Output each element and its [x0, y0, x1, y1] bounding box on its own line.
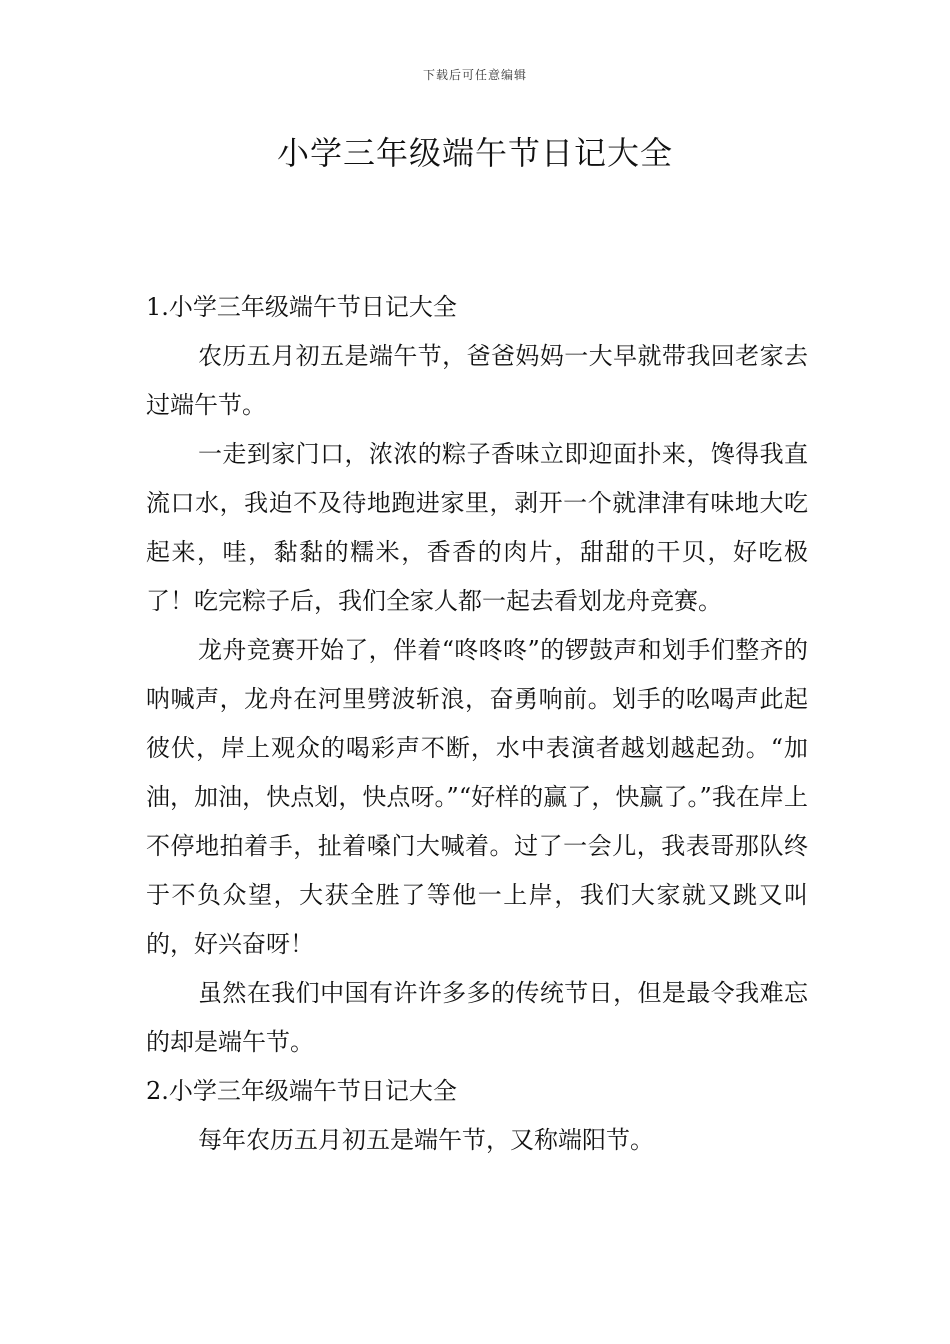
- paragraph: 虽然在我们中国有许许多多的传统节日，但是最令我难忘的却是端午节。: [146, 979, 808, 1056]
- paragraph: 一走到家门口，浓浓的粽子香味立即迎面扑来，馋得我直流口水，我迫不及待地跑进家里，剥开一个就津津有味地大吃起来，哇，黏黏的糯米，香香的肉片，甜甜的干贝，好吃极了！吃完粽子后，我们全家人都一起去看划龙舟竞赛。: [146, 440, 808, 615]
- header-note: 下载后可任意编辑: [422, 68, 527, 82]
- paragraph: 龙舟竞赛开始了，伴着“咚咚咚”的锣鼓声和划手们整齐的呐喊声，龙舟在河里劈波斩浪，奋勇响前。划手的吆喝声此起彼伏，岸上观众的喝彩声不断，水中表演者越划越起劲。“加油，加油，快点划，快点呀。”“好样的赢了，快赢了。”我在岸上不停地拍着手，扯着嗓门大喊着。过了一会儿，我表哥那队终于不负众望，大获全胜了等他一上岸，我们大家就又跳又叫的，好兴奋呀！: [146, 636, 808, 958]
- document-body: [146, 283, 808, 1165]
- document-title: 小学三年级端午节日记大全: [276, 134, 673, 172]
- section-heading: 1.小学三年级端午节日记大全: [146, 293, 457, 321]
- section-heading: 2.小学三年级端午节日记大全: [146, 1077, 457, 1105]
- paragraph: 农历五月初五是端午节，爸爸妈妈一大早就带我回老家去过端午节。: [146, 342, 808, 419]
- paragraph: 每年农历五月初五是端午节，又称端阳节。: [198, 1126, 654, 1154]
